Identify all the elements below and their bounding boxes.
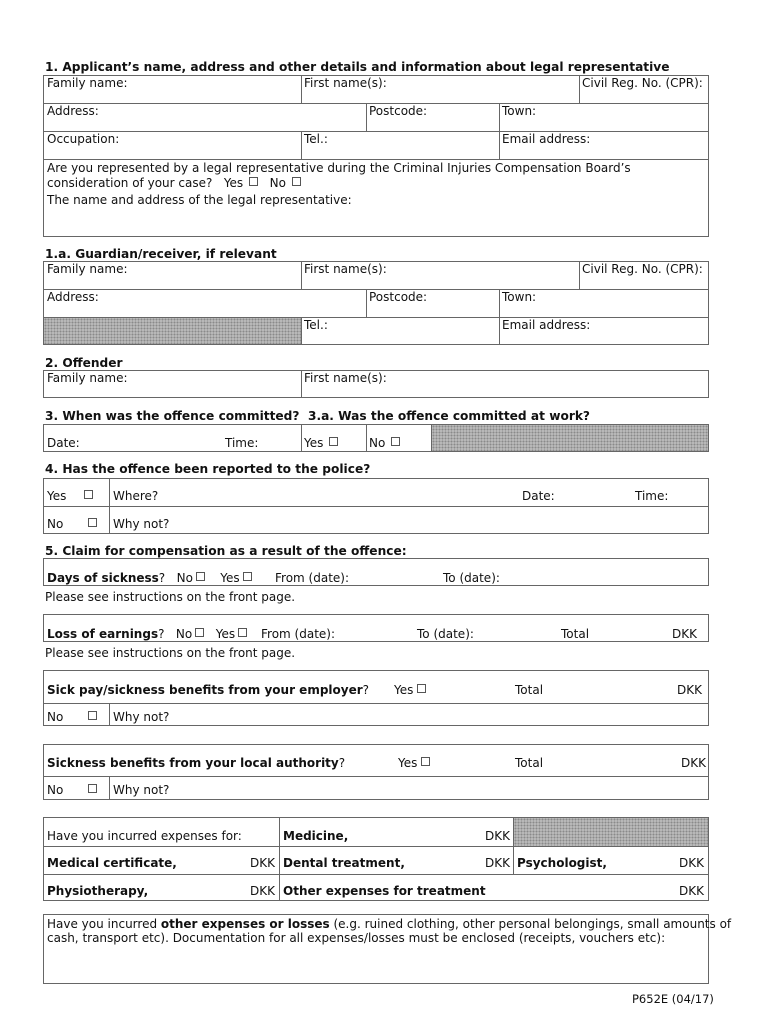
police-no-checkbox[interactable] xyxy=(88,518,97,527)
earnings-label: Loss of earnings xyxy=(47,627,159,641)
work-no-checkbox[interactable] xyxy=(391,437,400,446)
medicine-label-text: Medicine, xyxy=(283,829,349,843)
town-field[interactable]: Town: xyxy=(502,104,537,118)
authority-yes-group xyxy=(398,756,430,770)
other-losses-pre: Have you incurred xyxy=(47,917,161,931)
police-date-field[interactable]: Date: xyxy=(522,489,555,503)
work-yes-checkbox[interactable] xyxy=(329,437,338,446)
earnings-row xyxy=(47,627,247,641)
employer-yes-group xyxy=(394,683,426,697)
shaded-cell xyxy=(514,818,708,846)
family-name-field[interactable]: Family name: xyxy=(47,76,128,90)
other-treatment-label xyxy=(283,884,486,898)
guardian-postcode-field[interactable]: Postcode: xyxy=(369,290,428,304)
medcert-label xyxy=(47,856,177,870)
dental-dkk-field[interactable]: DKK xyxy=(485,856,510,870)
guardian-cpr-field[interactable]: Civil Reg. No. (CPR): xyxy=(582,262,703,276)
earnings-dkk: DKK xyxy=(672,627,697,641)
guardian-tel-field[interactable]: Tel.: xyxy=(304,318,328,332)
rep-name-address-field[interactable]: The name and address of the legal representative: xyxy=(47,193,352,207)
employer-no-label: No xyxy=(47,710,64,724)
guardian-email-field[interactable]: Email address: xyxy=(502,318,591,332)
authority-yes-label: Yes xyxy=(398,756,418,770)
section-3a-title-text: 3.a. Was the offence committed at work? xyxy=(307,409,591,423)
physio-label-text: Physiotherapy, xyxy=(47,884,149,898)
employer-no-checkbox[interactable] xyxy=(88,711,97,720)
sickness-qmark: ? xyxy=(158,571,166,585)
section-3-title xyxy=(45,409,590,423)
medcert-dkk-field[interactable]: DKK xyxy=(250,856,275,870)
rep-question: Are you represented by a legal representative during the Criminal Injuries Compensation Board’s xyxy=(47,161,631,175)
email-field[interactable]: Email address: xyxy=(502,132,591,146)
shaded-cell xyxy=(44,318,301,344)
psych-label-text: Psychologist, xyxy=(517,856,607,870)
employer-why-not-field[interactable]: Why not? xyxy=(113,710,170,724)
sickness-yes-label: Yes xyxy=(220,571,240,585)
sickness-row xyxy=(47,571,252,585)
sickness-label: Days of sickness xyxy=(47,571,159,585)
offender-first-name-field[interactable]: First name(s): xyxy=(304,371,387,385)
guardian-first-name-field[interactable]: First name(s): xyxy=(304,262,387,276)
work-yes-label: Yes xyxy=(304,436,324,450)
first-name-field[interactable]: First name(s): xyxy=(304,76,387,90)
employer-total-field[interactable]: Total xyxy=(515,683,544,697)
sickness-yes-checkbox[interactable] xyxy=(243,572,252,581)
form-code: P652E (04/17) xyxy=(632,992,714,1006)
postcode-field[interactable]: Postcode: xyxy=(369,104,428,118)
police-yes-label: Yes xyxy=(47,489,67,503)
earnings-no-label: No xyxy=(175,627,193,641)
police-no-group xyxy=(47,517,97,531)
physio-label xyxy=(47,884,148,898)
earnings-instructions: Please see instructions on the front page. xyxy=(45,646,296,660)
other-losses-bold: other expenses or losses xyxy=(160,917,330,931)
earnings-qmark: ? xyxy=(158,627,165,641)
authority-why-not-field[interactable]: Why not? xyxy=(113,783,170,797)
medicine-dkk-field[interactable]: DKK xyxy=(485,829,510,843)
tel-field[interactable]: Tel.: xyxy=(304,132,328,146)
physio-dkk-field[interactable]: DKK xyxy=(250,884,275,898)
authority-label: Sickness benefits from your local authority xyxy=(47,756,339,770)
offence-date-field[interactable]: Date: xyxy=(47,436,80,450)
section-4-title: 4. Has the offence been reported to the police? xyxy=(45,462,371,476)
sickness-no-checkbox[interactable] xyxy=(196,572,205,581)
earnings-total-field[interactable]: Total xyxy=(561,627,590,641)
expenses-intro: Have you incurred expenses for: xyxy=(47,829,242,843)
psych-dkk-field[interactable]: DKK xyxy=(679,856,704,870)
earnings-to-field[interactable]: To (date): xyxy=(417,627,474,641)
earnings-yes-label: Yes xyxy=(215,627,236,641)
authority-dkk: DKK xyxy=(681,756,706,770)
dental-label xyxy=(283,856,405,870)
employer-qmark: ? xyxy=(362,683,370,697)
rep-yes-label: Yes xyxy=(223,176,244,190)
guardian-family-name-field[interactable]: Family name: xyxy=(47,262,128,276)
rep-question-line2 xyxy=(47,176,301,190)
work-no-group xyxy=(369,436,400,450)
police-no-label: No xyxy=(47,517,64,531)
offender-family-name-field[interactable]: Family name: xyxy=(47,371,128,385)
section-1-box xyxy=(43,75,709,237)
employer-dkk: DKK xyxy=(677,683,702,697)
police-time-field[interactable]: Time: xyxy=(635,489,669,503)
occupation-field[interactable]: Occupation: xyxy=(47,132,120,146)
police-why-not-field[interactable]: Why not? xyxy=(113,517,170,531)
other-losses-post: (e.g. ruined clothing, other personal belongings, small amounts of xyxy=(329,917,732,931)
dental-label-text: Dental treatment, xyxy=(283,856,405,870)
rep-yes-checkbox[interactable] xyxy=(249,177,258,186)
medicine-label xyxy=(283,829,348,843)
work-yes-group xyxy=(304,436,338,450)
employer-yes-checkbox[interactable] xyxy=(417,684,426,693)
employer-label: Sick pay/sickness benefits from your employer xyxy=(47,683,363,697)
authority-qmark: ? xyxy=(338,756,346,770)
police-yes-group xyxy=(47,489,93,503)
other-treatment-dkk-field[interactable]: DKK xyxy=(679,884,704,898)
authority-no-checkbox[interactable] xyxy=(88,784,97,793)
sickness-to-field[interactable]: To (date): xyxy=(443,571,500,585)
cpr-field[interactable]: Civil Reg. No. (CPR): xyxy=(582,76,703,90)
medcert-label-text: Medical certificate, xyxy=(47,856,177,870)
other-losses-question xyxy=(47,917,731,931)
section-3-title-text: 3. When was the offence committed? xyxy=(45,409,300,423)
rep-no-label: No xyxy=(269,176,286,190)
section-1-title: 1. Applicant’s name, address and other details and information about legal representative xyxy=(45,60,670,74)
section-5-title: 5. Claim for compensation as a result of the offence: xyxy=(45,544,407,558)
other-treatment-label-text: Other expenses for treatment xyxy=(283,884,486,898)
shaded-cell xyxy=(432,425,708,451)
other-losses-question-line2: cash, transport etc). Documentation for all expenses/losses must be enclosed (receipts, vouchers etc): xyxy=(47,931,666,945)
sickness-instructions: Please see instructions on the front page. xyxy=(45,590,296,604)
rep-no-checkbox[interactable] xyxy=(292,177,301,186)
authority-row xyxy=(47,756,345,770)
employer-no-group xyxy=(47,710,97,724)
offence-time-field[interactable]: Time: xyxy=(225,436,259,450)
sickness-from-field[interactable]: From (date): xyxy=(275,571,350,585)
psych-label xyxy=(517,856,607,870)
earnings-yes-checkbox[interactable] xyxy=(238,628,247,637)
guardian-town-field[interactable]: Town: xyxy=(502,290,537,304)
earnings-from-field[interactable]: From (date): xyxy=(261,627,336,641)
employer-yes-label: Yes xyxy=(394,683,414,697)
police-yes-checkbox[interactable] xyxy=(84,490,93,499)
section-2-title: 2. Offender xyxy=(45,356,123,370)
section-1a-title: 1.a. Guardian/receiver, if relevant xyxy=(45,247,277,261)
authority-total-field[interactable]: Total xyxy=(515,756,544,770)
authority-yes-checkbox[interactable] xyxy=(421,757,430,766)
authority-no-group xyxy=(47,783,97,797)
work-no-label: No xyxy=(369,436,386,450)
address-field[interactable]: Address: xyxy=(47,104,99,118)
rep-question-cont: consideration of your case? xyxy=(47,176,213,190)
sickness-no-label: No xyxy=(176,571,193,585)
employer-row xyxy=(47,683,369,697)
police-where-field[interactable]: Where? xyxy=(113,489,159,503)
authority-no-label: No xyxy=(47,783,64,797)
guardian-address-field[interactable]: Address: xyxy=(47,290,99,304)
earnings-no-checkbox[interactable] xyxy=(195,628,204,637)
